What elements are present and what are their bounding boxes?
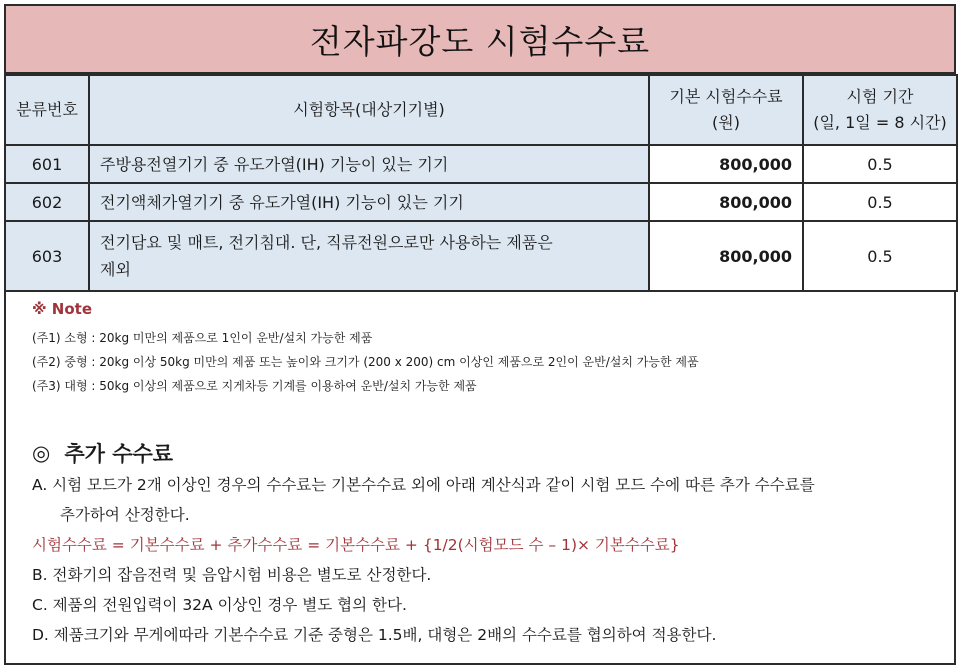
- header-fee-unit: (원): [712, 113, 740, 132]
- fee-document: [4, 4, 956, 665]
- rule-c: C. 제품의 전원입력이 32A 이상인 경우 별도 협의 한다.: [32, 596, 407, 614]
- row-duration: 0.5: [803, 183, 957, 221]
- double-circle-icon: ◎: [32, 441, 51, 465]
- row-item: 주방용전열기기 중 유도가열(IH) 기능이 있는 기기: [89, 145, 649, 183]
- notes-section: [4, 292, 956, 665]
- additional-fee-heading: [32, 436, 954, 470]
- header-item: 시험항목(대상기기별): [89, 75, 649, 145]
- rule-a-continued: 추가하여 산정한다.: [60, 506, 190, 524]
- row-item: 전기액체가열기기 중 유도가열(IH) 기능이 있는 기기: [89, 183, 649, 221]
- rule-a: A. 시험 모드가 2개 이상인 경우의 수수료는 기본수수료 외에 아래 계산식과 같이 시험 모드 수에 따른 추가 수수료를: [32, 476, 815, 494]
- table-row: [5, 221, 957, 291]
- row-fee: 800,000: [649, 183, 803, 221]
- rule-b: B. 전화기의 잡음전력 및 음압시험 비용은 별도로 산정한다.: [32, 566, 432, 584]
- row-code: 603: [5, 221, 89, 291]
- row-item: [89, 221, 649, 291]
- header-duration-label: 시험 기간: [846, 87, 914, 106]
- row-code: 602: [5, 183, 89, 221]
- note-item: (주2) 중형 : 20kg 이상 50kg 미만의 제품 또는 높이와 크기가 (200 x 200) cm 이상인 제품으로 2인이 운반/설치 가능한 제품: [32, 355, 699, 369]
- note-item: (주1) 소형 : 20kg 미만의 제품으로 1인이 운반/설치 가능한 제품: [32, 331, 373, 345]
- note-heading: ※ Note: [32, 300, 93, 318]
- fee-formula: 시험수수료 = 기본수수료 + 추가수수료 = 기본수수료 + {1/2(시험모드 수 – 1)× 기본수수료}: [32, 536, 680, 554]
- header-fee-label: 기본 시험수수료: [669, 87, 783, 106]
- additional-fee-title: 추가 수수료: [64, 442, 174, 466]
- row-item-line: 제외: [100, 260, 131, 279]
- table-header-row: [5, 75, 957, 145]
- header-fee: [649, 75, 803, 145]
- row-fee: 800,000: [649, 221, 803, 291]
- rule-d: D. 제품크기와 무게에따라 기본수수료 기준 중형은 1.5배, 대형은 2배의 수수료를 협의하여 적용한다.: [32, 626, 717, 644]
- note-item: (주3) 대형 : 50kg 이상의 제품으로 지게차등 기계를 이용하여 운반/설치 가능한 제품: [32, 379, 477, 393]
- row-duration: 0.5: [803, 221, 957, 291]
- fee-table: [4, 74, 958, 292]
- header-code: 분류번호: [5, 75, 89, 145]
- page-title: 전자파강도 시험수수료: [4, 4, 956, 74]
- table-row: [5, 145, 957, 183]
- row-duration: 0.5: [803, 145, 957, 183]
- row-fee: 800,000: [649, 145, 803, 183]
- header-duration: [803, 75, 957, 145]
- row-item-line: 전기담요 및 매트, 전기침대. 단, 직류전원으로만 사용하는 제품은: [100, 233, 553, 252]
- header-duration-unit: (일, 1일 = 8 시간): [813, 113, 947, 132]
- row-code: 601: [5, 145, 89, 183]
- table-row: [5, 183, 957, 221]
